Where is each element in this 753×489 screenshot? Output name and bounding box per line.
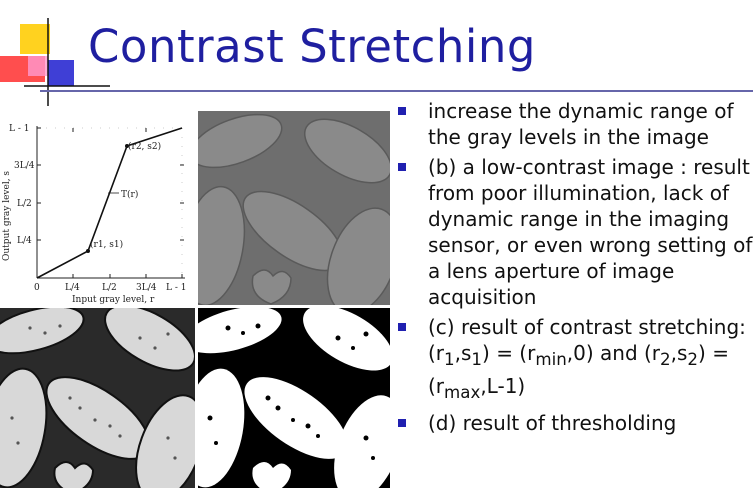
bullet-text: (d) result of thresholding [428,411,677,435]
bullet-item [396,314,753,406]
logo-yellow-square [20,24,50,54]
bullet-item [396,410,753,436]
transformation-graph [0,111,195,305]
point-label-r1-s1: (r1, s1) [90,240,124,250]
bullet-list [396,98,753,440]
square-bullet-icon [398,323,406,331]
bullet-text: increase the dynamic range of the gray levels in the image [428,99,734,149]
square-bullet-icon [398,163,406,171]
x-axis-label: Input gray level, r [72,295,155,305]
ytick-label: 3L/4 [14,161,35,171]
square-bullet-icon [398,419,406,427]
bullet-text: (c) result of contrast stretching: $(r_1,s_1) = (r_{min},0)$ and $(r_2,s_2) = (r_{max},L-1)$ [428,315,746,402]
ytick-label: L/2 [17,199,32,209]
y-axis-label: Output gray level, s [2,170,12,261]
ytick-label: L/4 [17,236,32,246]
point-label-r2-s2: (r2, s2) [128,142,162,152]
logo-pink-square [28,56,48,76]
slide-title: Contrast Stretching [88,20,536,73]
curve-label: T(r) [121,190,139,200]
logo-blue-square [48,60,74,86]
xtick-label: L - 1 [166,283,187,293]
xtick-label: L/4 [65,283,80,293]
bullet-item [396,154,753,310]
low-contrast-image [198,111,390,305]
ytick-label: L - 1 [9,124,30,134]
xtick-label: 3L/4 [136,283,157,293]
bullet-item [396,98,753,150]
title-rule [40,90,753,92]
square-bullet-icon [398,107,406,115]
contrast-stretched-image [0,308,195,488]
thresholded-image [198,308,390,488]
xtick-label: L/2 [102,283,117,293]
bullet-text: (b) a low-contrast image : result from poor illumination, lack of dynamic range in the imaging sensor, or even wrong setting of a lens aperture of image acquisition [428,155,753,309]
xtick-label: 0 [34,283,40,293]
